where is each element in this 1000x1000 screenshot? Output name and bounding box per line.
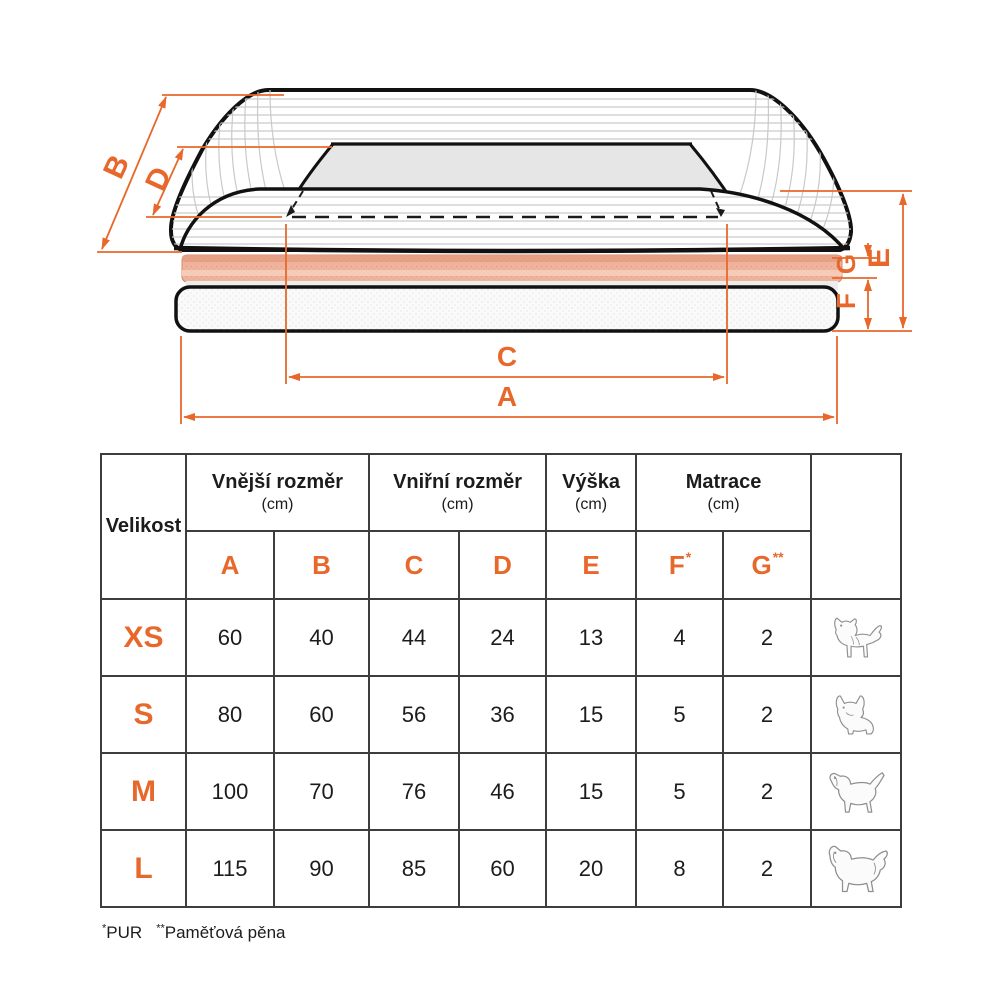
dog-icon-terrier <box>812 610 900 666</box>
dog-column-header <box>811 454 901 599</box>
value-G: 2 <box>723 599 811 676</box>
svg-text:B: B <box>97 150 137 184</box>
front-bolster <box>172 189 852 250</box>
value-F: 8 <box>636 830 723 907</box>
size-table-container <box>100 453 900 908</box>
group-unit: (cm) <box>707 496 740 513</box>
value-D: 36 <box>459 676 546 753</box>
dog-icon-retriever <box>812 840 900 898</box>
size-row-S <box>101 676 901 753</box>
value-C: 76 <box>369 753 459 830</box>
bed-illustration <box>171 90 852 331</box>
group-label: Vniřní rozměr <box>393 471 522 493</box>
value-B: 90 <box>274 830 369 907</box>
dog-cell <box>811 676 901 753</box>
size-row-L <box>101 830 901 907</box>
value-F: 5 <box>636 676 723 753</box>
value-F: 4 <box>636 599 723 676</box>
group-header-height <box>546 454 636 531</box>
group-label: Vnější rozměr <box>211 471 344 493</box>
svg-text:F: F <box>831 293 861 309</box>
column-header-G: G** <box>723 531 811 599</box>
value-B: 60 <box>274 676 369 753</box>
group-header-inner-dimension <box>369 454 546 531</box>
footnote <box>102 922 300 943</box>
size-row-XS <box>101 599 901 676</box>
value-A: 100 <box>186 753 274 830</box>
column-header-B: B <box>274 531 369 599</box>
group-header-mattress <box>636 454 811 531</box>
footnote-part: **Paměťová pěna <box>156 922 286 942</box>
bed-diagram <box>0 0 1000 450</box>
size-column-header: Velikost <box>101 454 186 599</box>
memory-foam-layer <box>182 255 842 282</box>
value-B: 40 <box>274 599 369 676</box>
group-unit: (cm) <box>441 496 474 513</box>
dog-icon-french-bulldog <box>812 687 900 743</box>
value-D: 24 <box>459 599 546 676</box>
value-A: 115 <box>186 830 274 907</box>
group-label: Matrace <box>685 471 762 493</box>
svg-text:D: D <box>139 162 179 196</box>
footnote-part: *PUR <box>102 922 143 942</box>
value-D: 60 <box>459 830 546 907</box>
group-label: Výška <box>562 471 620 493</box>
dog-cell <box>811 830 901 907</box>
value-G: 2 <box>723 753 811 830</box>
size-table <box>100 453 902 908</box>
dog-icon-pointer <box>812 764 900 820</box>
column-header-F: F* <box>636 531 723 599</box>
value-B: 70 <box>274 753 369 830</box>
value-F: 5 <box>636 753 723 830</box>
column-header-D: D <box>459 531 546 599</box>
svg-text:G: G <box>831 253 861 275</box>
group-unit: (cm) <box>575 496 608 513</box>
value-A: 80 <box>186 676 274 753</box>
group-header-outer-dimension <box>186 454 369 531</box>
value-C: 85 <box>369 830 459 907</box>
letter-header-row <box>101 531 901 599</box>
size-row-M <box>101 753 901 830</box>
size-label: XS <box>101 599 186 676</box>
dog-cell <box>811 753 901 830</box>
value-C: 56 <box>369 676 459 753</box>
size-label: M <box>101 753 186 830</box>
column-header-A: A <box>186 531 274 599</box>
value-A: 60 <box>186 599 274 676</box>
svg-text:C: C <box>496 341 518 372</box>
value-E: 13 <box>546 599 636 676</box>
svg-text:A: A <box>496 381 518 412</box>
value-C: 44 <box>369 599 459 676</box>
size-label: L <box>101 830 186 907</box>
column-header-E: E <box>546 531 636 599</box>
value-G: 2 <box>723 830 811 907</box>
value-D: 46 <box>459 753 546 830</box>
size-table-body <box>101 599 901 907</box>
column-header-C: C <box>369 531 459 599</box>
value-E: 15 <box>546 676 636 753</box>
dog-cell <box>811 599 901 676</box>
pur-base-layer <box>176 287 838 331</box>
value-E: 20 <box>546 830 636 907</box>
group-unit: (cm) <box>261 496 294 513</box>
size-label: S <box>101 676 186 753</box>
value-G: 2 <box>723 676 811 753</box>
value-E: 15 <box>546 753 636 830</box>
svg-text:E: E <box>863 247 896 269</box>
